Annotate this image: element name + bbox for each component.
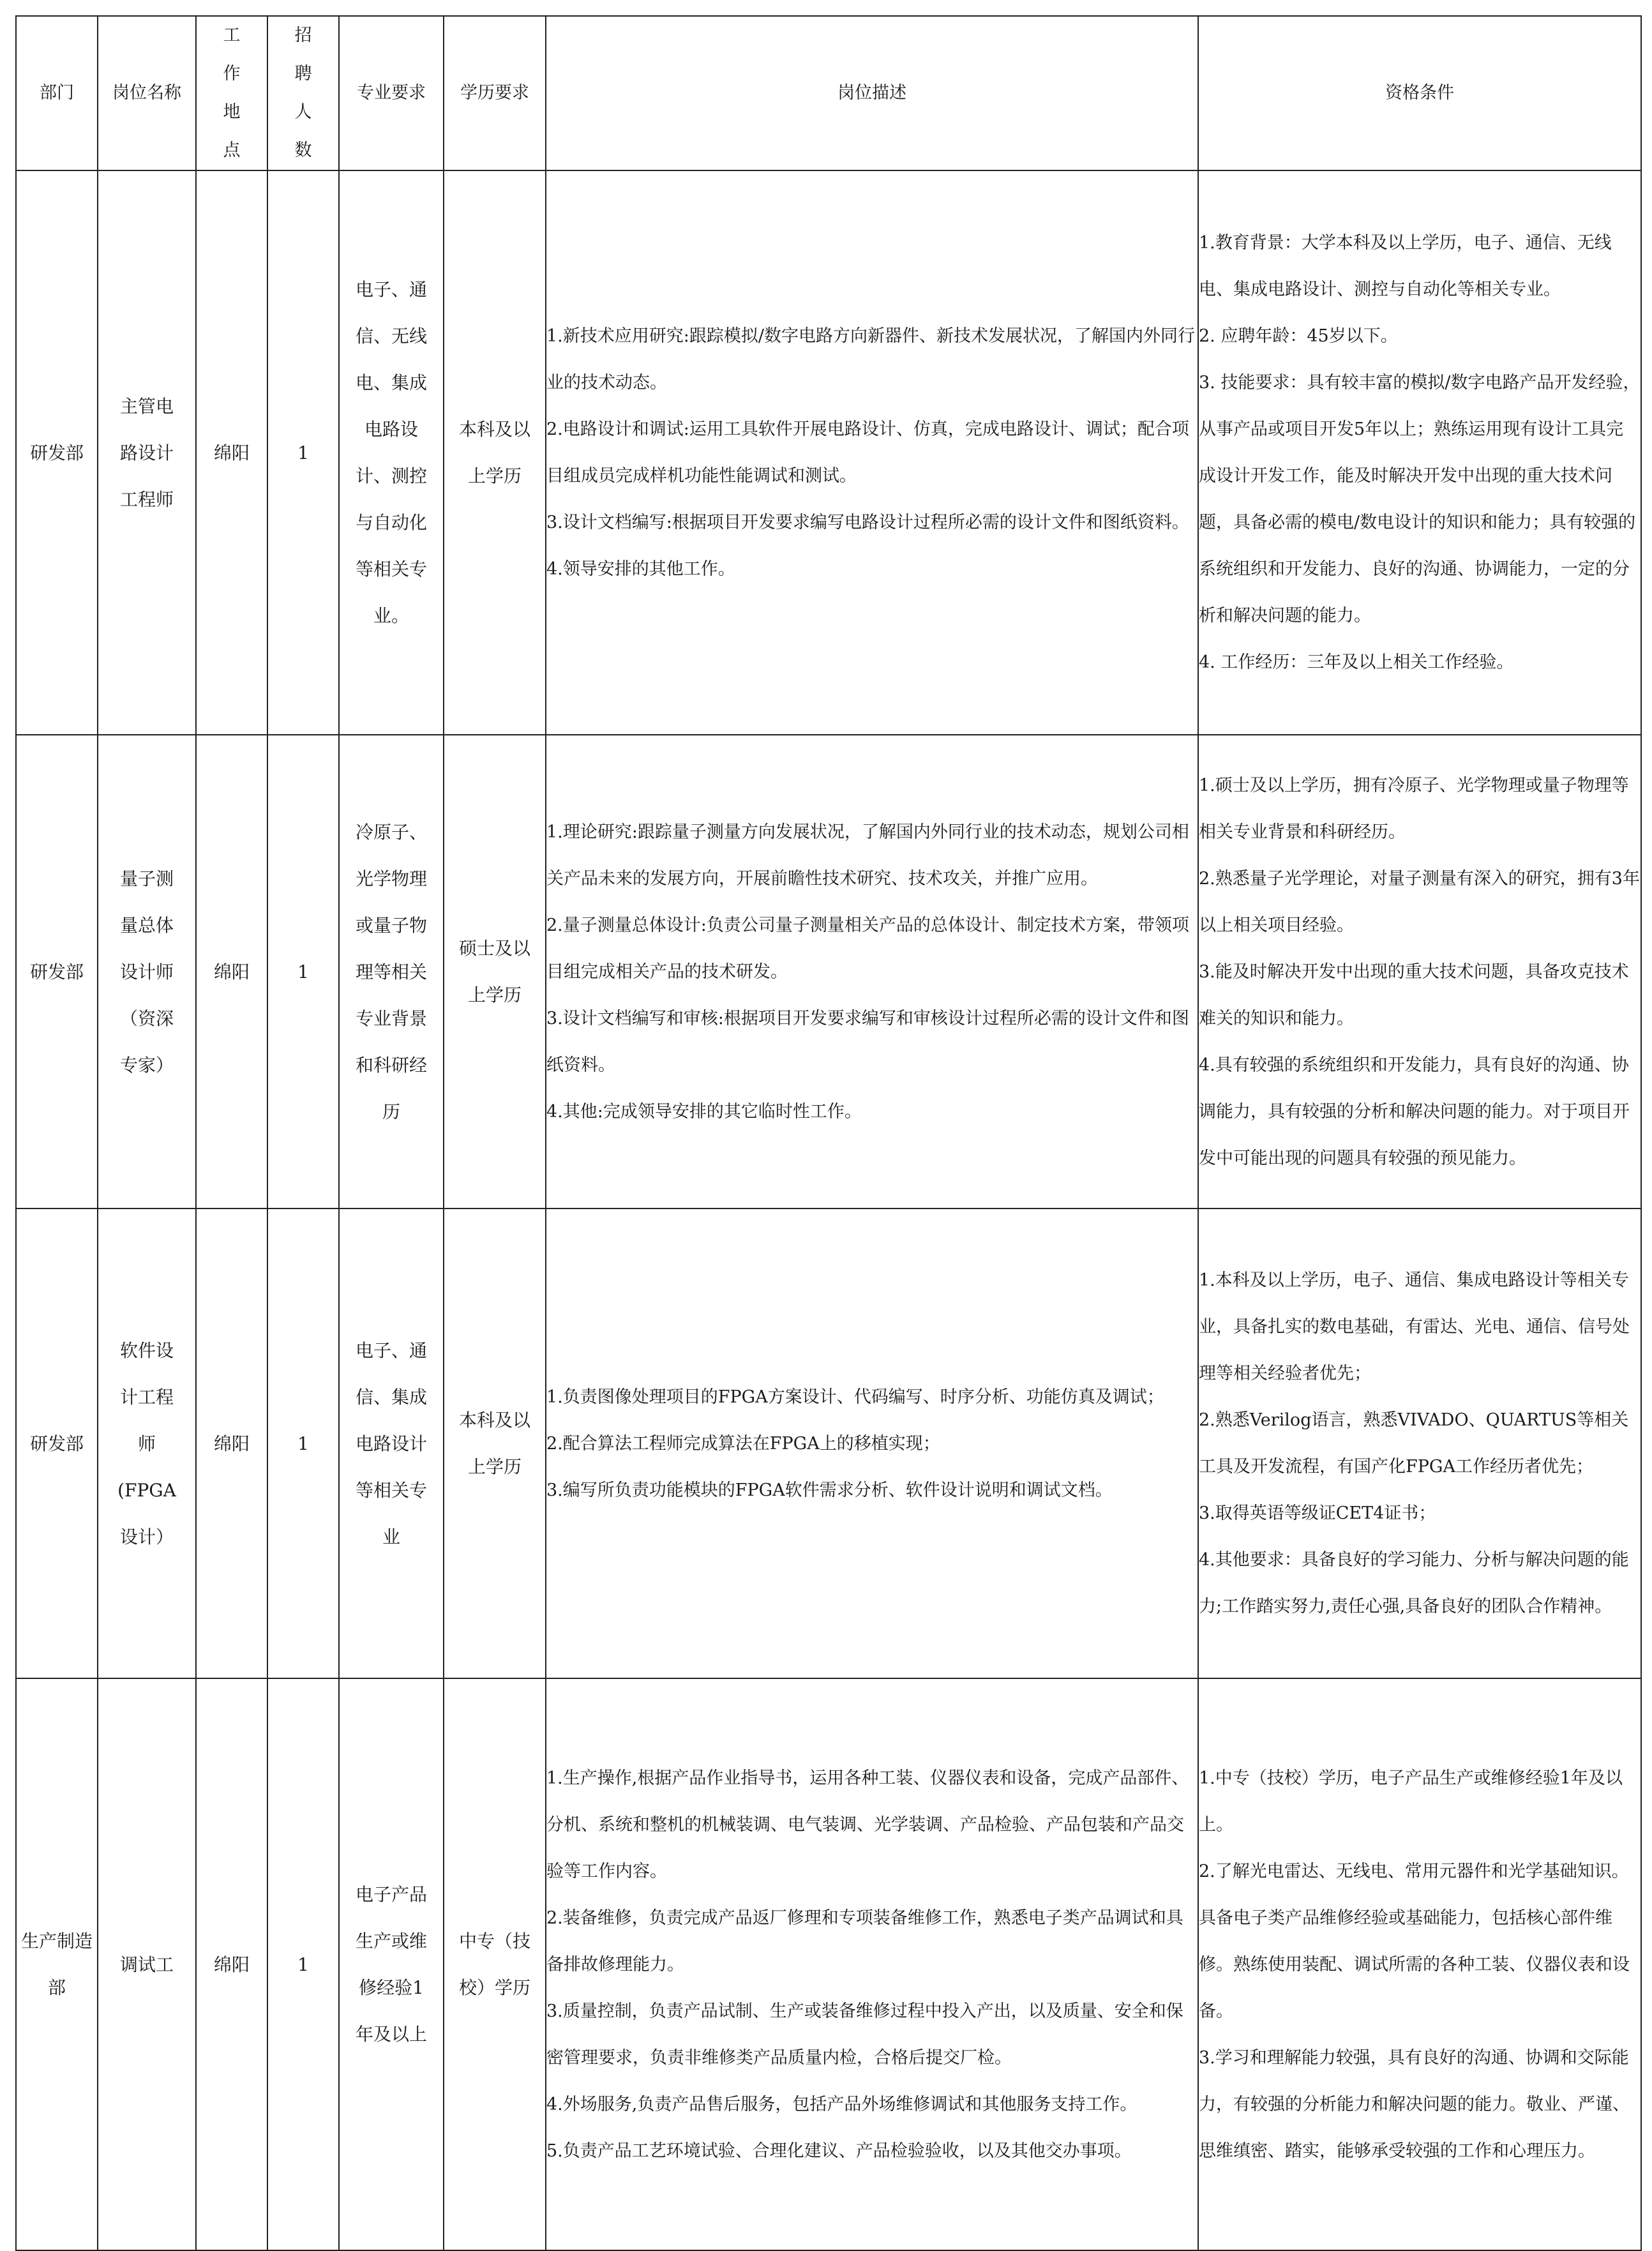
header-qualifications: 资格条件	[1198, 16, 1641, 170]
cell-education: 本科及以上学历	[444, 1208, 546, 1678]
cell-position: 量子测量总体设计师（资深专家）	[98, 735, 196, 1208]
qualification-line: 1.硕士及以上学历，拥有冷原子、光学物理或量子物理等相关专业背景和科研经历。	[1199, 775, 1629, 842]
description-line: 3.质量控制，负责产品试制、生产或装备维修过程中投入产出，以及质量、安全和保密管理要求，负责非维修类产品质量内检，合格后提交厂检。	[546, 2001, 1183, 2068]
description-line: 1.新技术应用研究:跟踪模拟/数字电路方向新器件、新技术发展状况，了解国内外同行业的技术动态。	[546, 326, 1195, 393]
cell-position: 主管电路设计工程师	[98, 170, 196, 735]
description-line: 4.外场服务,负责产品售后服务，包括产品外场维修调试和其他服务支持工作。	[546, 2094, 1138, 2114]
header-education: 学历要求	[444, 16, 546, 170]
qualification-line: 3.取得英语等级证CET4证书；	[1199, 1503, 1436, 1523]
recruitment-table	[15, 15, 1642, 2251]
cell-dept: 生产制造部	[16, 1678, 98, 2250]
cell-major: 电子、通信、无线电、集成电路设计、测控与自动化等相关专业。	[339, 170, 444, 735]
description-line: 2.电路设计和调试:运用工具软件开展电路设计、仿真，完成电路设计、调试；配合项目组成员完成样机功能性能调试和测试。	[546, 419, 1189, 486]
table-row	[16, 735, 1641, 1208]
qualification-line: 2. 应聘年龄：45岁以下。	[1199, 326, 1398, 346]
cell-major: 冷原子、光学物理或量子物理等相关专业背景和科研经历	[339, 735, 444, 1208]
cell-qualifications	[1198, 170, 1641, 735]
cell-position: 软件设计工程师(FPGA设计）	[98, 1208, 196, 1678]
qualification-line: 4. 工作经历：三年及以上相关工作经验。	[1199, 652, 1514, 672]
cell-headcount: 1	[267, 170, 339, 735]
description-line: 3.设计文档编写和审核:根据项目开发要求编写和审核设计过程所必需的设计文件和图纸资料。	[546, 1008, 1189, 1075]
cell-headcount: 1	[267, 735, 339, 1208]
cell-dept: 研发部	[16, 170, 98, 735]
cell-dept: 研发部	[16, 1208, 98, 1678]
header-row	[16, 16, 1641, 170]
cell-major: 电子产品生产或维修经验1年及以上	[339, 1678, 444, 2250]
table-row	[16, 170, 1641, 735]
cell-qualifications	[1198, 735, 1641, 1208]
description-line: 3.设计文档编写:根据项目开发要求编写电路设计过程所必需的设计文件和图纸资料。	[546, 513, 1189, 532]
description-line: 5.负责产品工艺环境试验、合理化建议、产品检验验收，以及其他交办事项。	[546, 2141, 1132, 2161]
qualification-line: 4.具有较强的系统组织和开发能力，具有良好的沟通、协调能力，具有较强的分析和解决问题的能力。对于项目开发中可能出现的问题具有较强的预见能力。	[1199, 1055, 1630, 1168]
cell-location: 绵阳	[196, 170, 267, 735]
cell-education: 硕士及以上学历	[444, 735, 546, 1208]
cell-headcount: 1	[267, 1678, 339, 2250]
header-position: 岗位名称	[98, 16, 196, 170]
cell-description	[546, 735, 1198, 1208]
cell-location: 绵阳	[196, 1208, 267, 1678]
description-line: 1.负责图像处理项目的FPGA方案设计、代码编写、时序分析、功能仿真及调试；	[546, 1387, 1164, 1407]
cell-position: 调试工	[98, 1678, 196, 2250]
qualification-line: 4.其他要求：具备良好的学习能力、分析与解决问题的能力;工作踏实努力,责任心强,具备良好的团队合作精神。	[1199, 1550, 1629, 1616]
table-row	[16, 1208, 1641, 1678]
description-line: 2.配合算法工程师完成算法在FPGA上的移植实现；	[546, 1433, 940, 1454]
cell-headcount: 1	[267, 1208, 339, 1678]
qualification-line: 2.熟悉Verilog语言，熟悉VIVADO、QUARTUS等相关工具及开发流程，有国产化FPGA工作经历者优先；	[1199, 1410, 1629, 1477]
header-major: 专业要求	[339, 16, 444, 170]
qualification-line: 2.熟悉量子光学理论，对量子测量有深入的研究，拥有3年以上相关项目经验。	[1199, 868, 1640, 935]
qualification-line: 3.能及时解决开发中出现的重大技术问题，具备攻克技术难关的知识和能力。	[1199, 961, 1629, 1028]
cell-qualifications	[1198, 1208, 1641, 1678]
cell-location: 绵阳	[196, 735, 267, 1208]
description-line: 4.领导安排的其他工作。	[546, 559, 735, 579]
cell-qualifications	[1198, 1678, 1641, 2250]
cell-description	[546, 1208, 1198, 1678]
qualification-line: 3.学习和理解能力较强，具有良好的沟通、协调和交际能力，有较强的分析能力和解决问题的能力。敬业、严谨、思维缜密、踏实，能够承受较强的工作和心理压力。	[1199, 2047, 1630, 2161]
header-dept: 部门	[16, 16, 98, 170]
cell-location: 绵阳	[196, 1678, 267, 2250]
header-headcount: 招聘人数	[267, 16, 339, 170]
qualification-line: 3. 技能要求：具有较丰富的模拟/数字电路产品开发经验，从事产品或项目开发5年以上；熟练运用现有设计工具完成设计开发工作，能及时解决开发中出现的重大技术问题，具备必需的模电/数电设计的知识和能力；具有较强的系统组织和开发能力、良好的沟通、协调能力，一定的分析和解决问题的能力。	[1199, 373, 1641, 626]
description-line: 1.生产操作,根据产品作业指导书，运用各种工装、仪器仪表和设备，完成产品部件、分机、系统和整机的机械装调、电气装调、光学装调、产品检验、产品包装和产品交验等工作内容。	[546, 1768, 1189, 1881]
qualification-line: 2.了解光电雷达、无线电、常用元器件和光学基础知识。具备电子类产品维修经验或基础能力，包括核心部件维修。熟练使用装配、调试所需的各种工装、仪器仪表和设备。	[1199, 1861, 1630, 2021]
table-row	[16, 1678, 1641, 2250]
qualification-line: 1.教育背景：大学本科及以上学历，电子、通信、无线电、集成电路设计、测控与自动化等相关专业。	[1199, 233, 1612, 299]
description-line: 2.量子测量总体设计:负责公司量子测量相关产品的总体设计、制定技术方案，带领项目组完成相关产品的技术研发。	[546, 915, 1189, 982]
qualification-line: 1.本科及以上学历，电子、通信、集成电路设计等相关专业，具备扎实的数电基础，有雷达、光电、通信、信号处理等相关经验者优先；	[1199, 1270, 1630, 1383]
cell-education: 本科及以上学历	[444, 170, 546, 735]
cell-description	[546, 1678, 1198, 2250]
header-description: 岗位描述	[546, 16, 1198, 170]
cell-description	[546, 170, 1198, 735]
description-line: 4.其他:完成领导安排的其它临时性工作。	[546, 1101, 862, 1122]
header-location: 工作地点	[196, 16, 267, 170]
qualification-line: 1.中专（技校）学历，电子产品生产或维修经验1年及以上。	[1199, 1768, 1623, 1835]
description-line: 3.编写所负责功能模块的FPGA软件需求分析、软件设计说明和调试文档。	[546, 1480, 1113, 1500]
description-line: 2.装备维修，负责完成产品返厂修理和专项装备维修工作，熟悉电子类产品调试和具备排故修理能力。	[546, 1908, 1183, 1975]
cell-education: 中专（技校）学历	[444, 1678, 546, 2250]
cell-dept: 研发部	[16, 735, 98, 1208]
cell-major: 电子、通信、集成电路设计等相关专业	[339, 1208, 444, 1678]
description-line: 1.理论研究:跟踪量子测量方向发展状况，了解国内外同行业的技术动态，规划公司相关产品未来的发展方向，开展前瞻性技术研究、技术攻关，并推广应用。	[546, 822, 1189, 889]
